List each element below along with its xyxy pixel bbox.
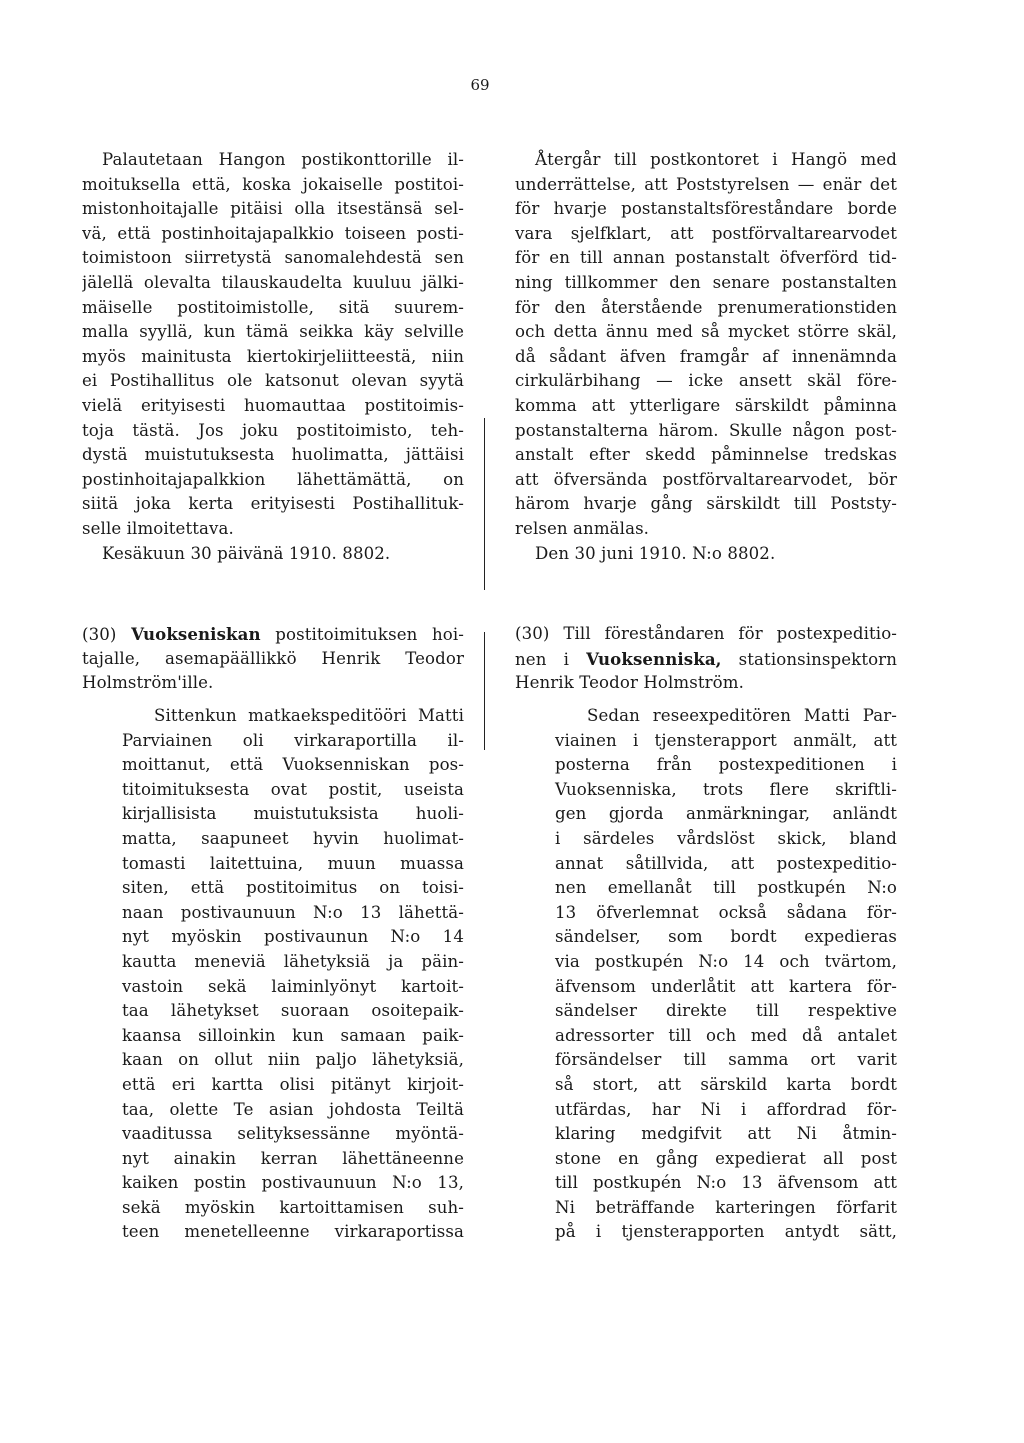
text-line: vielä erityisesti huomauttaa postitoimis-: [82, 395, 464, 415]
heading-text: stationsinspektorn: [738, 649, 897, 669]
text-line: då sådant äfven framgår af innenämnda: [515, 346, 897, 366]
text-line: Parviainen oli virkaraportilla il-: [122, 730, 464, 750]
text-line: utfärdas, har Ni i affordrad för-: [555, 1099, 897, 1119]
text-line: viainen i tjensterapport anmält, att: [555, 730, 897, 750]
text-line: matta, saapuneet hyvin huolimat-: [122, 828, 464, 848]
column-divider: [484, 632, 485, 750]
text-line: kautta meneviä lähetyksiä ja päin-: [122, 951, 464, 971]
text-line: mäiselle postitoimistolle, sitä suurem-: [82, 297, 464, 317]
text-line: nyt ainakin kerran lähettäneenne: [122, 1148, 464, 1168]
text-line: Ni beträffande karteringen förfarit: [555, 1197, 897, 1217]
text-line: för hvarje postanstaltsföreståndare borde: [515, 199, 897, 219]
column-divider: [484, 418, 485, 590]
text-line: moittanut, että Vuoksenniskan pos-: [122, 755, 464, 775]
text-line: kaiken postin postivaunuun N:o 13,: [122, 1173, 464, 1193]
heading-line: Henrik Teodor Holmström.: [515, 673, 744, 693]
text-line: Vuoksenniska, trots flere skriftli-: [555, 779, 897, 799]
text-line: vaaditussa selityksessänne myöntä-: [122, 1124, 464, 1144]
heading-text: postitoimituksen hoi-: [275, 625, 464, 644]
text-line: adressorter till och med då antalet: [555, 1025, 897, 1045]
text-line: ei Postihallitus ole katsonut olevan syytä: [82, 371, 464, 391]
text-line: vara sjelfklart, att postförvaltarearvodet: [515, 223, 897, 243]
text-line: Palautetaan Hangon postikonttorille il-: [102, 150, 464, 169]
heading-line: [515, 622, 897, 647]
text-line: posterna från postexpeditionen i: [555, 755, 897, 775]
section-number: (30): [82, 625, 117, 644]
text-line: kirjallisista muistutuksista huoli-: [122, 804, 464, 824]
text-line: i särdeles vårdslöst skick, bland: [555, 828, 897, 848]
text-line: titoimituksesta ovat postit, useista: [122, 779, 464, 799]
text-line: nyt myöskin postivaunun N:o 14: [122, 927, 464, 947]
fi-paragraph-1: [82, 148, 464, 566]
text-line: och detta ännu med så mycket större skäl,: [515, 322, 897, 342]
date-line: Kesäkuun 30 päivänä 1910. 8802.: [102, 543, 391, 563]
text-line: via postkupén N:o 14 och tvärtom,: [555, 951, 897, 971]
text-line: på i tjensterapporten antydt sätt,: [555, 1222, 897, 1242]
text-line: stone en gång expedierat all post: [555, 1148, 897, 1168]
text-line: så stort, att särskild karta bordt: [555, 1074, 897, 1094]
text-line: vä, että postinhoitajapalkkio toiseen posti-: [82, 223, 464, 243]
section-number: (30): [515, 624, 550, 643]
place-name: Vuokseniskan: [131, 624, 261, 644]
text-line: että eri kartta olisi pitänyt kirjoit-: [122, 1074, 464, 1094]
fi-heading: [82, 622, 464, 696]
heading-line: Holmström'ille.: [82, 673, 214, 693]
text-line: för en till annan postanstalt öfverförd tid-: [515, 248, 897, 268]
text-line: ning tillkommer den senare postanstalten: [515, 272, 897, 292]
sv-paragraph-1: [515, 148, 897, 566]
heading-text: nen i: [515, 649, 569, 669]
text-line: anstalt efter skedd påminnelse tredskas: [515, 445, 897, 465]
text-line: 13 öfverlemnat också sådana för-: [555, 902, 897, 922]
text-line: malla syyllä, kun tämä seikka käy selville: [82, 322, 464, 342]
text-line: att öfversända postförvaltarearvodet, bör: [515, 469, 897, 489]
text-line: gen gjorda anmärkningar, anländt: [555, 804, 897, 824]
text-line: teen menetelleenne virkaraportissa: [122, 1222, 464, 1242]
text-line: Återgår till postkontoret i Hangö med: [535, 150, 897, 169]
text-line: klaring medgifvit att Ni åtmin-: [555, 1124, 897, 1144]
text-line: Sittenkun matkaekspeditööri Matti: [154, 706, 464, 725]
text-line: för den återstående prenumerationstiden: [515, 297, 897, 317]
text-line: relsen anmälas.: [515, 518, 650, 538]
sv-heading: [515, 622, 897, 696]
text-line: sändelser, som bordt expedieras: [555, 927, 897, 947]
text-line: sekä myöskin kartoittamisen suh-: [122, 1197, 464, 1217]
text-line: kaansa silloinkin kun samaan paik-: [122, 1025, 464, 1045]
page-number: 69: [470, 76, 490, 94]
text-line: jälellä olevalta tilauskaudelta kuuluu jälki-: [82, 272, 464, 292]
text-line: tomasti laitettuina, muun muassa: [122, 853, 464, 873]
heading-line: [82, 622, 464, 647]
text-line: siten, että postitoimitus on toisi-: [122, 878, 464, 898]
text-line: härom hvarje gång särskildt till Poststy-: [515, 494, 897, 514]
text-line: postinhoitajapalkkion lähettämättä, on: [82, 469, 464, 489]
text-line: mistonhoitajalle pitäisi olla itsestänsä sel-: [82, 199, 464, 219]
text-line: postanstalterna härom. Skulle någon post-: [515, 420, 897, 440]
text-line: siitä joka kerta erityisesti Postihallituk-: [82, 494, 464, 514]
heading-text: Till föreståndaren för postexpeditio-: [563, 624, 897, 643]
text-line: kaan on ollut niin paljo lähetyksiä,: [122, 1050, 464, 1070]
fi-paragraph-2: [82, 704, 464, 1245]
text-line: taa, olette Te asian johdosta Teiltä: [122, 1099, 464, 1119]
sv-paragraph-2: [515, 704, 897, 1245]
place-name: Vuoksenniska,: [586, 648, 722, 669]
text-line: försändelser till samma ort varit: [555, 1050, 897, 1070]
heading-line: [515, 647, 897, 672]
text-line: taa lähetykset suoraan osoitepaik-: [122, 1001, 464, 1021]
text-line: toja tästä. Jos joku postitoimisto, teh-: [82, 420, 464, 440]
text-line: myös mainitusta kiertokirjeliitteestä, niin: [82, 346, 464, 366]
date-line: Den 30 juni 1910. N:o 8802.: [535, 543, 776, 563]
text-line: Sedan reseexpeditören Matti Par-: [587, 706, 897, 725]
text-line: underrättelse, att Poststyrelsen — enär det: [515, 174, 897, 194]
text-line: dystä muistutuksesta huolimatta, jättäisi: [82, 445, 464, 465]
text-line: nen emellanåt till postkupén N:o: [555, 878, 897, 898]
text-line: naan postivaunuun N:o 13 lähettä-: [122, 902, 464, 922]
text-line: toimistoon siirretystä sanomalehdestä sen: [82, 248, 464, 268]
text-line: moituksella että, koska jokaiselle postitoi-: [82, 174, 464, 194]
text-line: komma att ytterligare särskildt påminna: [515, 395, 897, 415]
text-line: cirkulärbihang — icke ansett skäl före-: [515, 371, 897, 391]
heading-line: tajalle, asemapäällikkö Henrik Teodor: [82, 648, 464, 668]
text-line: selle ilmoitettava.: [82, 518, 234, 538]
text-line: sändelser direkte till respektive: [555, 1001, 897, 1021]
text-line: till postkupén N:o 13 äfvensom att: [555, 1173, 897, 1193]
text-line: annat såtillvida, att postexpeditio-: [555, 853, 897, 873]
text-line: vastoin sekä laiminlyönyt kartoit-: [122, 976, 464, 996]
text-line: äfvensom underlåtit att kartera för-: [555, 976, 897, 996]
